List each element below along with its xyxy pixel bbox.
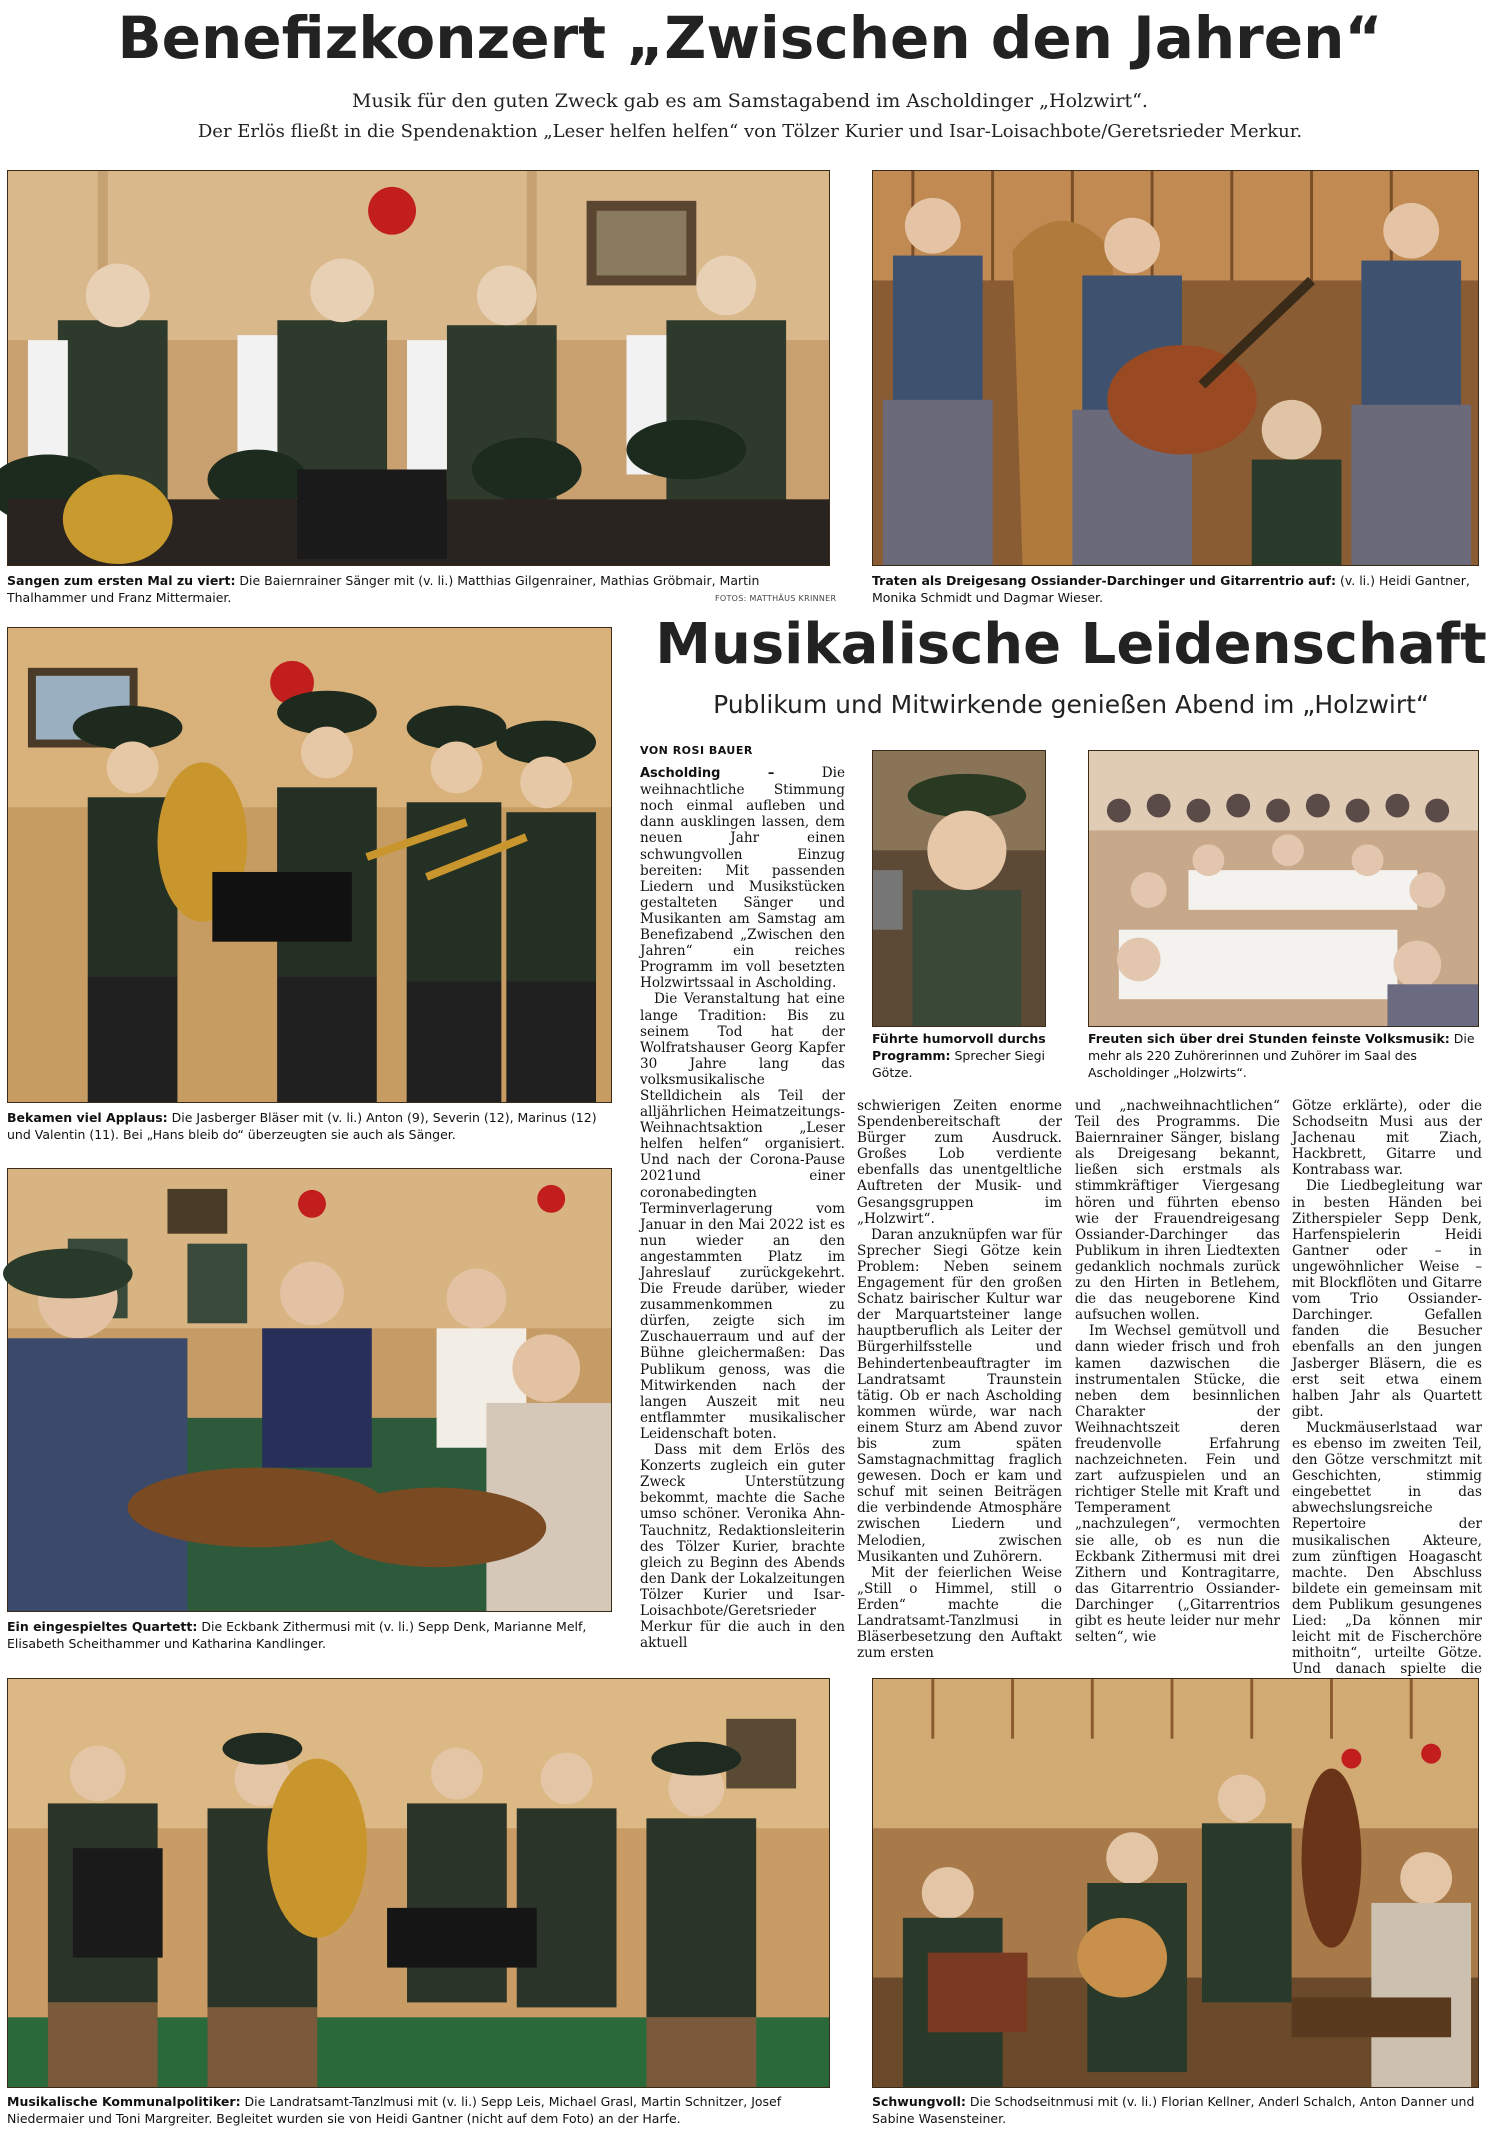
caption-text: Die Eckbank Zithermusi mit (v. li.) Sepp Denk, Marianne Melf, Elisabeth Scheithammer und Katharina Kandlinger. xyxy=(7,1619,587,1651)
caption-text: Die Landratsamt-Tanzlmusi mit (v. li.) Sepp Leis, Michael Grasl, Martin Schnitzer, Josef Niedermaier und Toni Margreiter. Begleitet wurden sie von Heidi Gantner (nicht auf dem Foto) an der Harfe. xyxy=(7,2094,782,2126)
photo-schodseitnmusi xyxy=(872,1678,1479,2088)
caption-lead: Freuten sich über drei Stunden feinste Volksmusik: xyxy=(1088,1031,1450,1046)
caption-lead: Traten als Dreigesang Ossiander-Darchinger und Gitarrentrio auf: xyxy=(872,573,1336,588)
article-byline: VON ROSI BAUER xyxy=(640,744,753,757)
article-paragraph: und „nachweihnachtlichen“ Teil des Programms. Die Baiernrainer Sänger, bislang als Dreigesang bekannt, ließen sich erstmals als stimmkräftiger Viergesang hören und führten ebenso wie der Frauendreigesang Ossiander-Darchinger das Publikum in ihren Liedtexten gedanklich nochmals zurück zu den Hirten in Betlehem, die das neugeborene Kind aufsuchen wollen. xyxy=(1075,1098,1280,1324)
caption-text: (v. li.) Heidi Gantner, Monika Schmidt und Dagmar Wieser. xyxy=(872,573,1470,605)
caption-schodseitnmusi xyxy=(872,2093,1479,2127)
article-paragraph: Im Wechsel gemütvoll und dann wieder frisch und froh kamen dazwischen die instrumentalen Stücke, die neben dem besinnlichen Charakter der Weihnachtszeit deren freudenvolle Erfahrung nachzeichneten. Fein und zart aufzuspielen und an richtiger Stelle mit Kraft und Temperament „nachzulegen“, vermochten sie alle, ob es nun die Eckbank Zithermusi mit drei Zithern und Kontragitarre, das Gitarrentrio Ossiander-Darchinger („Gitarrentrios gibt es heute leider nur mehr selten“, wie xyxy=(1075,1323,1280,1646)
caption-text: Die Jasberger Bläser mit (v. li.) Anton (9), Severin (12), Marinus (12) und Valentin (11). Bei „Hans bleib do“ überzeugten sie auch als Sänger. xyxy=(7,1110,597,1142)
page-deck-line-1: Musik für den guten Zweck gab es am Samstagabend im Ascholdinger „Holzwirt“. xyxy=(352,90,1148,112)
caption-lead: Schwungvoll: xyxy=(872,2094,966,2109)
article-column-2 xyxy=(857,1098,1062,1663)
caption-lead: Ein eingespieltes Quartett: xyxy=(7,1619,198,1634)
photo-jasberger-blaeser xyxy=(7,627,612,1103)
caption-text: Die Schodseitnmusi mit (v. li.) Florian Kellner, Anderl Schalch, Anton Danner und Sabine Wasensteiner. xyxy=(872,2094,1475,2126)
photo-credit: FOTOS: MATTHÄUS KRINNER xyxy=(715,594,837,603)
article-paragraph: Mit der feierlichen Weise „Still o Himmel, still o Erden“ machte die Landratsamt-Tanzlmusi in Bläserbesetzung den Auftakt zum ersten xyxy=(857,1564,1062,1662)
caption-lead: Führte humorvoll durchs Programm: xyxy=(872,1031,1046,1063)
article-paragraph xyxy=(640,765,845,991)
caption-audience xyxy=(1088,1030,1479,1081)
article-headline: Musikalische Leidenschaft xyxy=(655,612,1487,677)
caption-text: Die mehr als 220 Zuhörerinnen und Zuhörer im Saal des Ascholdinger „Holzwirts“. xyxy=(1088,1031,1475,1080)
article-column-4 xyxy=(1292,1098,1482,1678)
article-paragraph: Daran anzuknüpfen war für Sprecher Siegi Götze kein Problem: Neben seinem Engagement für den großen Schatz bairischer Kultur war der Marquartsteiner lange hauptberuflich als Leiter der Bürgerhilfsstelle und Behindertenbeauftragter im Landratsamt Traunstein tätig. Ob er nach Ascholding kommen würde, war nach einem Sturz am Abend zuvor bis zum späten Samstagnachmittag fraglich gewesen. Doch er kam und schuf mit seinen Beiträgen die verbindende Atmosphäre zwischen Liedern und Melodien, zwischen Musikanten und Zuhörern. xyxy=(857,1226,1062,1565)
caption-tanzlmusi xyxy=(7,2093,830,2127)
article-subtitle: Publikum und Mitwirkende genießen Abend im „Holzwirt“ xyxy=(713,690,1429,719)
page-headline: Benefizkonzert „Zwischen den Jahren“ xyxy=(117,4,1383,72)
photo-dreigesang xyxy=(872,170,1479,566)
article-paragraph: Dass mit dem Erlös des Konzerts zugleich ein guter Zweck Unterstützung bekommt, machte die Sache umso schöner. Veronika Ahn-Tauchnitz, Redaktionsleiterin des Tölzer Kurier, brachte gleich zu Beginn des Abends den Dank der Lokalzeitungen Tölzer Kurier und Isar-Loisachbote/Geretsrieder Merkur für die auch in den aktuell xyxy=(640,1442,845,1652)
caption-singers xyxy=(7,572,830,606)
caption-speaker xyxy=(872,1030,1046,1081)
caption-text: Die Baiernrainer Sänger mit (v. li.) Matthias Gilgenrainer, Mathias Gröbmair, Martin Thalhammer und Franz Mittermaier. xyxy=(7,573,760,605)
article-paragraph: Die Veranstaltung hat eine lange Tradition: Bis zu seinem Tod hat der Wolfratshauser Georg Kapfer 30 Jahre lang das volksmusikalische Stelldichein als Teil der alljährlichen Heimatzeitungs-Weihnachtsaktion „Leser helfen helfen“ organisiert. Und nach der Corona-Pause 2021und einer coronabedingten Terminverlagerung vom Januar in den Mai 2022 ist es nun wieder an den angestammten Platz im Jahreslauf zurückgekehrt. Die Freude darüber, wieder zusammenkommen zu dürfen, zeigte sich im Zuschauerraum und auf der Bühne gleichermaßen: Das Publikum genoss, was die Mitwirkenden nach der langen Auszeit mit neu entflammter musikalischer Leidenschaft boten. xyxy=(640,991,845,1442)
article-column-1 xyxy=(640,743,845,1663)
caption-dreigesang xyxy=(872,572,1479,606)
caption-lead: Bekamen viel Applaus: xyxy=(7,1110,168,1125)
caption-zithermusi xyxy=(7,1618,612,1652)
photo-audience xyxy=(1088,750,1479,1027)
caption-text: Sprecher Siegi Götze. xyxy=(872,1048,1046,1080)
caption-lead: Musikalische Kommunalpolitiker: xyxy=(7,2094,241,2109)
article-paragraph: schwierigen Zeiten enorme Spendenbereitschaft der Bürger zum Ausdruck. Großes Lob verdiente ebenfalls das unentgeltliche Auftreten der Musik- und Gesangsgruppen im „Holzwirt“. xyxy=(857,1098,1062,1227)
article-column-3 xyxy=(1075,1098,1280,1663)
page-deck-line-2: Der Erlös fließt in die Spendenaktion „Leser helfen helfen“ von Tölzer Kurier und Isar-Loisachbote/Geretsrieder Merkur. xyxy=(197,121,1303,142)
photo-speaker xyxy=(872,750,1046,1027)
photo-zithermusi xyxy=(7,1168,612,1612)
photo-singers xyxy=(7,170,830,566)
photo-tanzlmusi xyxy=(7,1678,830,2088)
article-dateline: Ascholding – xyxy=(640,766,775,782)
article-paragraph: Die Liedbegleitung war in besten Händen bei Zitherspieler Sepp Denk, Harfenspielerin Heidi Gantner oder – in ungewöhnlicher Weise – mit Blockflöten und Gitarre vom Trio Ossiander-Darchinger. Gefallen fanden die Besucher ebenfalls an den jungen Jasberger Bläsern, die es erst seit etwa einem halben Jahr als Quartett gibt. xyxy=(1292,1178,1482,1420)
article-paragraph: Muckmäuserlstaad war es ebenso im zweiten Teil, den Götze verschmitzt mit Geschichten, stimmig eingebettet in das abwechslungsreiche Repertoire der musikalischen Akteure, zum zünftigen Hoagascht machte. Den Abschluss bildete ein gemeinsam mit dem Publikum gesungenes Lied: „Da können mir leicht mit de Fischerchöre mithoitn“, urteilte Götze. Und danach spielte die xyxy=(1292,1419,1482,1678)
article-paragraph: Götze erklärte), oder die Schodseitn Musi aus der Jachenau mit Ziach, Hackbrett, Gitarre und Kontrabass war. xyxy=(1292,1098,1482,1179)
caption-jasberger-blaeser xyxy=(7,1109,612,1143)
article-paragraph-text: Die weihnachtliche Stimmung noch einmal aufleben und dann ausklingen lassen, dem neuen Jahr einen schwungvollen Einzug bereiten: Mit passenden Liedern und Musikstücken gestalteten Sänger und Musikanten am Samstag am Benefizabend „Zwischen den Jahren“ ein reiches Programm im voll besetzten Holzwirtssaal in Ascholding. xyxy=(640,765,845,992)
caption-lead: Sangen zum ersten Mal zu viert: xyxy=(7,573,236,588)
